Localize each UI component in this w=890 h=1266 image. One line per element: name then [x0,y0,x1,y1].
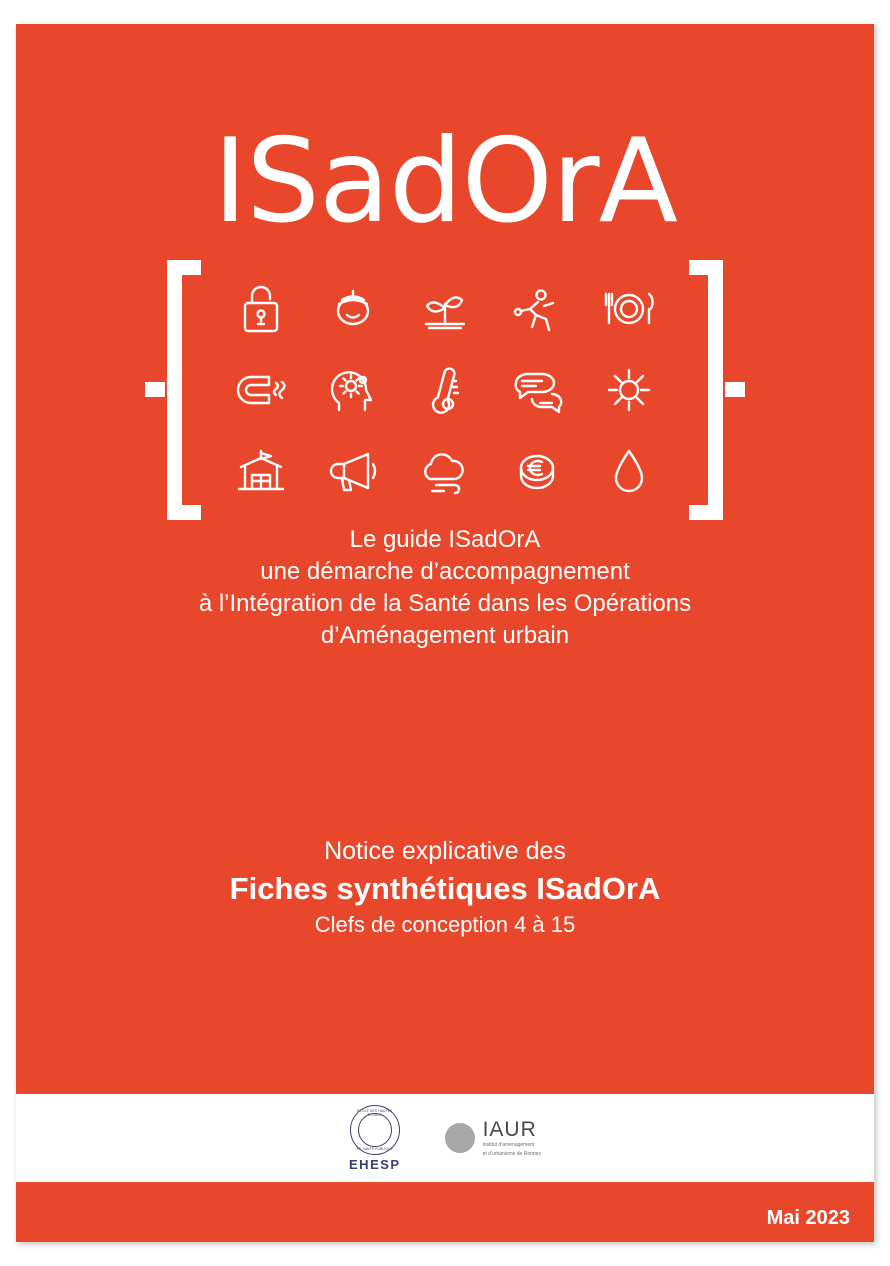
seedling-icon [418,284,472,334]
notice-line-1: Notice explicative des [324,837,566,865]
right-bracket-icon [687,260,745,520]
running-person-icon [510,284,564,334]
megaphone-icon [324,446,382,496]
school-building-icon [233,445,289,497]
partner-logo-band [16,1094,874,1182]
iaur-dot-icon [445,1123,475,1153]
publication-date: Mai 2023 [766,1207,850,1229]
icon-bracket-block [145,260,745,520]
iaur-subtitle-line-1: institut d’aménagement [482,1142,535,1149]
speech-bubbles-icon [508,365,566,415]
acorn-icon [325,284,381,334]
cover-footer [16,1182,874,1242]
wordmark-block [16,114,874,249]
coins-icon [510,446,564,496]
document-page [16,24,874,1242]
magnet-waves-icon [233,365,289,415]
notice-subtitle: Clefs de conception 4 à 15 [314,911,576,937]
cloud-wind-icon [416,447,474,495]
padlock-icon [237,283,285,335]
cover-hero [16,24,874,1094]
notice-block [16,836,874,939]
iaur-logo [445,1119,541,1157]
notice-title: Fiches synthétiques ISadOrA [229,871,661,907]
plate-cutlery-icon [599,284,659,334]
ehesp-logo [349,1105,401,1172]
ehesp-seal-bottom-text: EN SANTÉ PUBLIQUE [356,1146,393,1151]
guide-subtitle [16,524,874,652]
theme-icon-grid [215,268,675,512]
subtitle-line-2: une démarche d’accompagnement [260,557,630,585]
water-drop-icon [608,445,650,497]
subtitle-line-4: d’Aménagement urbain [320,621,570,649]
ehesp-seal-top-text: ÉCOLE DES HAUTES ÉTUDES [357,1108,393,1117]
thermometer-icon [424,363,466,417]
iaur-subtitle-line-2: et d’urbanisme de Rennes [482,1150,541,1157]
subtitle-line-1: Le guide ISadOrA [349,526,541,553]
isadora-wordmark: ISadOrA [213,114,677,249]
head-gears-icon [325,364,381,416]
sun-icon [603,364,655,416]
iaur-name: IAUR [482,1118,537,1142]
subtitle-line-3: à l’Intégration de la Santé dans les Opérations [198,589,692,617]
ehesp-name: EHESP [349,1156,401,1172]
ehesp-seal-icon [350,1105,400,1155]
left-bracket-icon [145,260,203,520]
